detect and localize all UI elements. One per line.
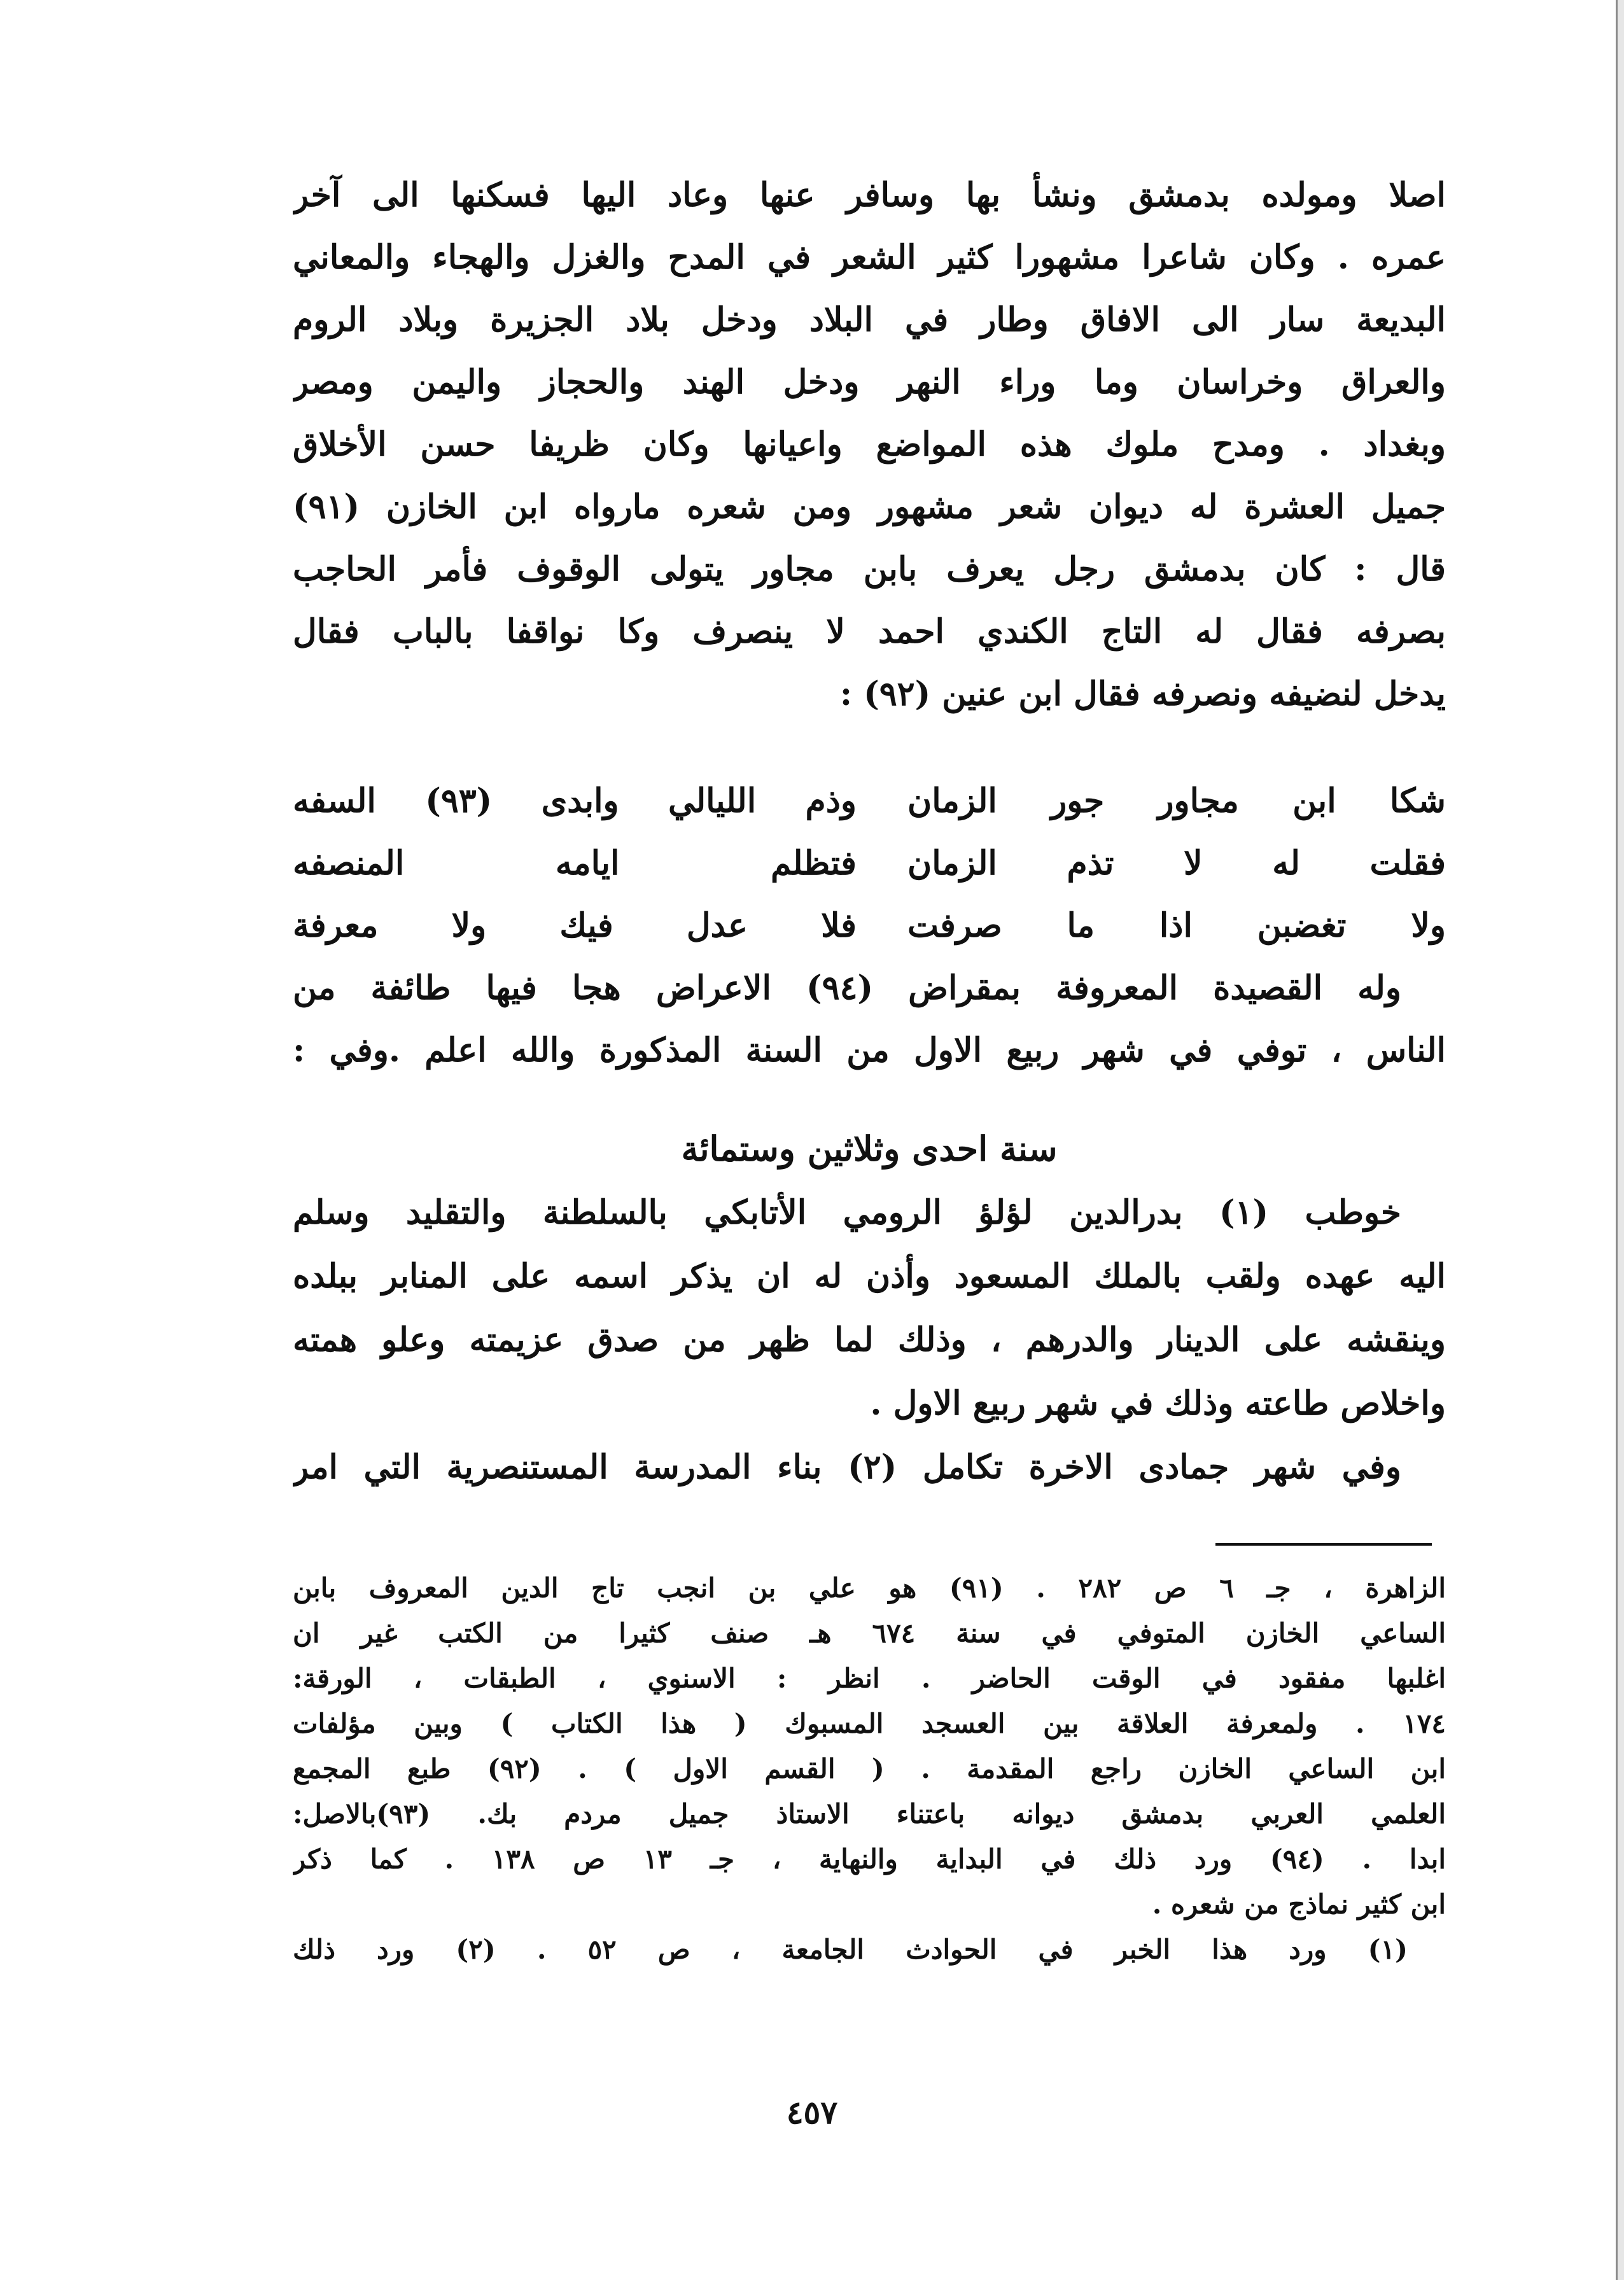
body-line: وينقشه على الدينار والدرهم ، وذلك لما ظهر من صدق عزيمته وعلو همته (293, 1320, 1446, 1359)
footnote-line: (١) ورد هذا الخبر في الحوادث الجامعة ، ص ٥٢ . (٢) ورد ذلك (293, 1934, 1408, 1965)
body-line: البديعة سار الى الافاق وطار في البلاد ودخل بلاد الجزيرة وبلاد الروم (293, 300, 1446, 339)
body-line: وله القصيدة المعروفة بمقراض (٩٤) الاعراض هجا فيها طائفة من (293, 969, 1401, 1007)
section-title: سنة احدى وثلاثين وستمائة (681, 1128, 1058, 1169)
body-line: اليه عهده ولقب بالملك المسعود وأذن له ان يذكر اسمه على المنابر ببلده (293, 1257, 1446, 1296)
body-line: اصلا ومولده بدمشق ونشأ بها وسافر عنها وعاد اليها فسكنها الى آخر (293, 176, 1446, 214)
poem-first-hemistich: ولا تغضبن اذا ما صرفت (907, 906, 1446, 945)
footnote-line: ابن كثير نماذج من شعره . (1152, 1889, 1446, 1920)
poem-verse (293, 832, 1446, 895)
footnote-line: ابدا . (٩٤) ورد ذلك في البداية والنهاية ، جـ ١٣ ص ١٣٨ . كما ذكر (293, 1843, 1446, 1875)
body-line: خوطب (١) بدرالدين لؤلؤ الرومي الأتابكي بالسلطنة والتقليد وسلم (293, 1193, 1401, 1232)
body-line: يدخل لنضيفه ونصرفه فقال ابن عنين (٩٢) : (839, 675, 1446, 713)
page-edge (1616, 0, 1624, 2280)
section-text (293, 1181, 1446, 1499)
page-number: ٤٥٧ (786, 2094, 838, 2131)
body-line: قال : كان بدمشق رجل يعرف بابن مجاور يتولى الوقوف فأمر الحاجب (293, 550, 1446, 589)
footnote-line: ١٧٤ . ولمعرفة العلاقة بين العسجد المسبوك ( هذا الكتاب ) وبين مؤلفات (293, 1708, 1446, 1739)
after-poem-text (293, 957, 1446, 1082)
poem (293, 770, 1446, 957)
body-line: بصرفه فقال له التاج الكندي احمد لا ينصرف وكا نواقفا بالباب فقال (293, 612, 1446, 651)
footnote-line: العلمي العربي بدمشق ديوانه باعتناء الاستاذ جميل مردم بك. (٩٣)بالاصل: (293, 1798, 1446, 1829)
poem-verse (293, 895, 1446, 957)
footnote-line: اغلبها مفقود في الوقت الحاضر . انظر : الاسنوي ، الطبقات ، الورقة: (293, 1663, 1446, 1694)
poem-first-hemistich: فقلت له لا تذم الزمان (907, 844, 1446, 883)
body-text (293, 164, 1446, 725)
body-line: جميل العشرة له ديوان شعر مشهور ومن شعره مارواه ابن الخازن (٩١) (293, 487, 1446, 526)
footnote-line: ابن الساعي الخازن راجع المقدمة . ( القسم الاول ) . (٩٢) طبع المجمع (293, 1753, 1446, 1784)
footnote-line: الساعي الخازن المتوفي في سنة ٦٧٤ هـ صنف كثيرا من الكتب غير ان (293, 1618, 1446, 1649)
body-line: عمره . وكان شاعرا مشهورا كثير الشعر في المدح والغزل والهجاء والمعاني (293, 238, 1446, 277)
body-line: واخلاص طاعته وذلك في شهر ربيع الاول . (870, 1384, 1446, 1423)
footnote-line: الزاهرة ، جـ ٦ ص ٢٨٢ . (٩١) هو علي بن انجب تاج الدين المعروف بابن (293, 1572, 1446, 1604)
body-line: والعراق وخراسان وما وراء النهر ودخل الهند والحجاز واليمن ومصر (293, 363, 1446, 402)
body-line: وبغداد . ومدح ملوك هذه المواضع واعيانها وكان ظريفا حسن الأخلاق (293, 425, 1446, 464)
poem-verse (293, 770, 1446, 832)
footnotes (293, 1565, 1446, 1972)
body-line: الناس ، توفي في شهر ربيع الاول من السنة المذكورة والله اعلم .وفي : (293, 1031, 1446, 1070)
poem-second-hemistich: فتظلم ايامه المنصفه (293, 844, 857, 883)
footnote-separator (1215, 1543, 1432, 1546)
poem-second-hemistich: وذم الليالي وابدى (٩٣) السفه (293, 781, 857, 820)
poem-second-hemistich: فلا عدل فيك ولا معرفة (293, 906, 857, 945)
body-line: وفي شهر جمادى الاخرة تكامل (٢) بناء المدرسة المستنصرية التي امر (293, 1448, 1401, 1486)
poem-first-hemistich: شكا ابن مجاور جور الزمان (907, 781, 1446, 820)
